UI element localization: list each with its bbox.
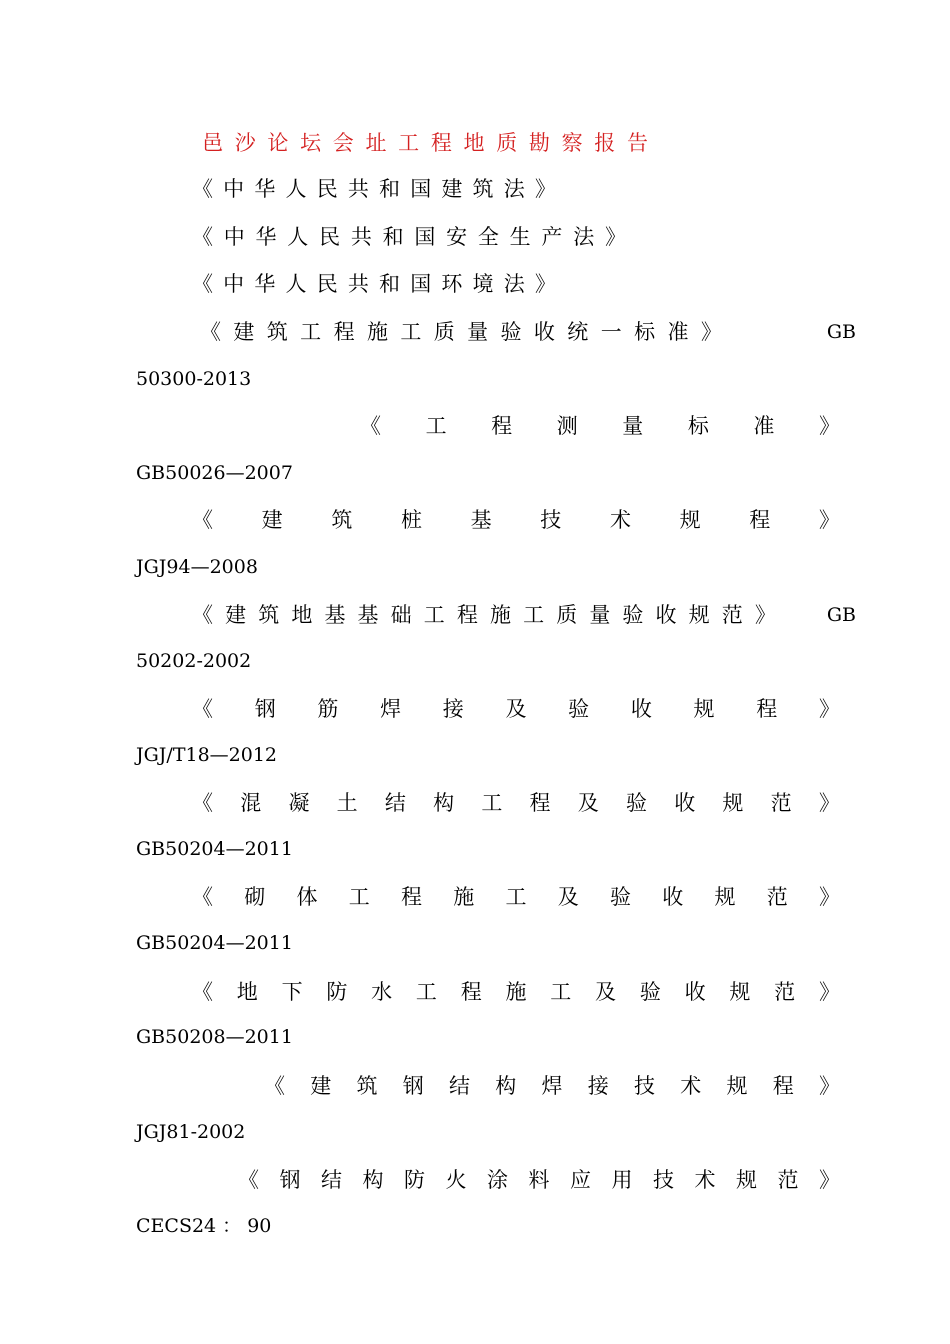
glyph: 华 — [254, 272, 276, 296]
glyph: 工 — [550, 980, 572, 1004]
glyph: 构 — [362, 1168, 384, 1192]
glyph: 境 — [472, 272, 494, 296]
standard-name — [264, 1069, 840, 1103]
law-line — [192, 267, 556, 301]
glyph: 工 — [523, 603, 545, 627]
glyph: 应 — [570, 1168, 591, 1192]
glyph: 地 — [291, 603, 313, 627]
standard-name — [192, 880, 840, 914]
glyph: 生 — [509, 225, 531, 249]
glyph: 验 — [500, 320, 522, 344]
glyph: 接 — [442, 697, 464, 721]
glyph: 中 — [223, 225, 245, 249]
standard-prefix: GB — [826, 321, 856, 343]
glyph: 筑 — [258, 603, 280, 627]
standard-prefix: GB — [826, 604, 856, 626]
glyph: 《 — [192, 791, 213, 815]
glyph: 报 — [594, 131, 616, 155]
standard-name — [192, 692, 840, 726]
glyph: 钢 — [402, 1074, 424, 1098]
standard-code: 50300-2013 — [136, 368, 252, 390]
glyph: 构 — [433, 791, 455, 815]
glyph: 统 — [567, 320, 589, 344]
glyph: 工 — [400, 320, 422, 344]
glyph: 质 — [496, 131, 518, 155]
glyph: 程 — [772, 1074, 794, 1098]
glyph: 量 — [467, 320, 489, 344]
glyph: 》 — [534, 177, 556, 201]
glyph: 和 — [379, 272, 401, 296]
glyph: 《 — [192, 177, 213, 201]
glyph: 技 — [634, 1074, 655, 1098]
glyph: 工 — [398, 131, 420, 155]
glyph: 筑 — [356, 1074, 378, 1098]
glyph: 涂 — [487, 1168, 508, 1192]
glyph: 混 — [240, 791, 262, 815]
glyph: 水 — [371, 980, 393, 1004]
glyph: 火 — [445, 1168, 467, 1192]
glyph: 全 — [477, 225, 499, 249]
glyph: 接 — [587, 1074, 609, 1098]
glyph: 论 — [267, 131, 289, 155]
glyph: 结 — [321, 1168, 342, 1192]
glyph: 》 — [604, 225, 626, 249]
glyph: 量 — [589, 603, 611, 627]
glyph: 防 — [404, 1168, 425, 1192]
glyph: 《 — [360, 414, 381, 438]
glyph: 《 — [192, 272, 213, 296]
glyph: 》 — [819, 885, 840, 909]
glyph: 范 — [774, 980, 796, 1004]
glyph: 筋 — [317, 697, 339, 721]
glyph: 及 — [557, 885, 579, 909]
glyph: 凝 — [288, 791, 310, 815]
glyph: 范 — [777, 1168, 799, 1192]
glyph: 技 — [540, 508, 562, 532]
glyph: 准 — [667, 320, 689, 344]
glyph: 察 — [561, 131, 583, 155]
glyph: 一 — [600, 320, 622, 344]
glyph: 标 — [634, 320, 656, 344]
standard-code: GB50204—2011 — [136, 838, 293, 860]
glyph: 料 — [528, 1168, 550, 1192]
standard-name — [192, 598, 776, 632]
glyph: 收 — [674, 791, 696, 815]
glyph: 用 — [611, 1168, 633, 1192]
standard-code: CECS24 ： 90 — [136, 1215, 272, 1237]
glyph: 共 — [347, 272, 369, 296]
standard-name — [238, 1163, 840, 1197]
glyph: 共 — [350, 225, 372, 249]
glyph: 》 — [818, 414, 840, 438]
glyph: 防 — [326, 980, 348, 1004]
glyph: 基 — [324, 603, 346, 627]
glyph: 筑 — [472, 177, 494, 201]
glyph: 》 — [534, 272, 556, 296]
glyph: 钢 — [254, 697, 276, 721]
glyph: 沙 — [234, 131, 256, 155]
glyph: 建 — [261, 508, 283, 532]
glyph: 》 — [818, 980, 840, 1004]
glyph: 测 — [556, 414, 578, 438]
glyph: 中 — [223, 272, 245, 296]
glyph: 工 — [348, 885, 370, 909]
glyph: 》 — [818, 791, 840, 815]
glyph: 施 — [453, 885, 475, 909]
glyph: 地 — [236, 980, 258, 1004]
glyph: 建 — [233, 320, 255, 344]
glyph: 邑 — [202, 131, 223, 155]
glyph: 验 — [639, 980, 661, 1004]
glyph: 准 — [753, 414, 775, 438]
glyph: 国 — [414, 225, 436, 249]
glyph: 施 — [489, 603, 511, 627]
law-line — [192, 220, 626, 254]
glyph: 质 — [556, 603, 578, 627]
glyph: 工 — [300, 320, 322, 344]
glyph: 收 — [684, 980, 706, 1004]
glyph: 规 — [714, 885, 736, 909]
glyph: 范 — [721, 603, 743, 627]
glyph: 《 — [238, 1168, 259, 1192]
standard-code: GB50204—2011 — [136, 932, 293, 954]
standard-code: JGJ81-2002 — [136, 1121, 246, 1143]
glyph: 民 — [316, 272, 338, 296]
standard-code: JGJ/T18—2012 — [136, 744, 278, 766]
glyph: 收 — [630, 697, 652, 721]
glyph: 及 — [505, 697, 527, 721]
glyph: 规 — [729, 980, 751, 1004]
glyph: 程 — [529, 791, 551, 815]
glyph: 国 — [410, 177, 432, 201]
glyph: 技 — [653, 1168, 674, 1192]
glyph: 民 — [316, 177, 338, 201]
glyph: 桩 — [400, 508, 422, 532]
glyph: 收 — [655, 603, 677, 627]
glyph: 焊 — [380, 697, 402, 721]
glyph: 构 — [495, 1074, 517, 1098]
glyph: 结 — [384, 791, 406, 815]
glyph: 》 — [754, 603, 776, 627]
glyph: 程 — [333, 320, 355, 344]
glyph: 焊 — [541, 1074, 563, 1098]
glyph: 下 — [281, 980, 303, 1004]
glyph: 筑 — [266, 320, 288, 344]
glyph: 《 — [192, 603, 213, 627]
glyph: 勘 — [528, 131, 550, 155]
glyph: 范 — [770, 791, 792, 815]
glyph: 术 — [609, 508, 631, 532]
glyph: 华 — [255, 225, 277, 249]
glyph: 收 — [533, 320, 555, 344]
glyph: 规 — [736, 1168, 757, 1192]
glyph: 工 — [481, 791, 503, 815]
standard-code: GB50208—2011 — [136, 1026, 293, 1048]
glyph: 土 — [336, 791, 358, 815]
glyph: 人 — [287, 225, 309, 249]
glyph: 基 — [470, 508, 492, 532]
glyph: 人 — [285, 272, 307, 296]
glyph: 收 — [662, 885, 684, 909]
glyph: 产 — [541, 225, 563, 249]
glyph: 》 — [818, 508, 840, 532]
glyph: 法 — [573, 225, 595, 249]
glyph: 《 — [200, 320, 221, 344]
glyph: 中 — [223, 177, 245, 201]
glyph: 法 — [503, 272, 525, 296]
standard-name — [200, 315, 722, 349]
glyph: 程 — [430, 131, 452, 155]
standard-name — [192, 503, 840, 537]
glyph: 》 — [819, 1074, 840, 1098]
glyph: 范 — [766, 885, 788, 909]
glyph: 址 — [365, 131, 387, 155]
glyph: 人 — [285, 177, 307, 201]
glyph: 程 — [456, 603, 478, 627]
glyph: 及 — [595, 980, 617, 1004]
glyph: 《 — [192, 508, 213, 532]
glyph: 量 — [622, 414, 644, 438]
glyph: 验 — [610, 885, 631, 909]
glyph: 质 — [433, 320, 455, 344]
glyph: 地 — [463, 131, 485, 155]
glyph: 坛 — [300, 131, 322, 155]
glyph: 《 — [192, 885, 213, 909]
glyph: 》 — [700, 320, 722, 344]
glyph: 验 — [625, 791, 647, 815]
glyph: 规 — [688, 603, 710, 627]
glyph: 工 — [425, 414, 447, 438]
glyph: 标 — [687, 414, 709, 438]
glyph: 筑 — [331, 508, 353, 532]
glyph: 和 — [382, 225, 404, 249]
standard-code: JGJ94—2008 — [136, 556, 258, 578]
glyph: 工 — [505, 885, 527, 909]
glyph: 术 — [694, 1168, 716, 1192]
glyph: 程 — [491, 414, 513, 438]
glyph: 规 — [679, 508, 701, 532]
glyph: 验 — [622, 603, 644, 627]
law-line — [192, 172, 556, 206]
glyph: 建 — [225, 603, 247, 627]
glyph: 《 — [264, 1074, 285, 1098]
glyph: 规 — [726, 1074, 748, 1098]
glyph: 》 — [819, 1168, 840, 1192]
glyph: 础 — [390, 603, 412, 627]
glyph: 规 — [693, 697, 715, 721]
glyph: 《 — [192, 980, 213, 1004]
glyph: 和 — [379, 177, 401, 201]
glyph: 建 — [310, 1074, 332, 1098]
glyph: 法 — [503, 177, 525, 201]
glyph: 程 — [749, 508, 771, 532]
glyph: 工 — [415, 980, 437, 1004]
glyph: 国 — [410, 272, 432, 296]
glyph: 规 — [722, 791, 744, 815]
glyph: 程 — [401, 885, 422, 909]
glyph: 》 — [818, 697, 840, 721]
glyph: 共 — [347, 177, 369, 201]
glyph: 程 — [756, 697, 778, 721]
glyph: 验 — [568, 697, 590, 721]
glyph: 钢 — [279, 1168, 301, 1192]
glyph: 砌 — [244, 885, 266, 909]
glyph: 华 — [254, 177, 276, 201]
glyph: 程 — [460, 980, 482, 1004]
standard-code: GB50026—2007 — [136, 462, 293, 484]
standard-name — [360, 409, 840, 443]
glyph: 基 — [357, 603, 379, 627]
glyph: 施 — [366, 320, 388, 344]
glyph: 及 — [577, 791, 599, 815]
standard-name — [192, 975, 840, 1009]
glyph: 《 — [192, 697, 213, 721]
glyph: 施 — [505, 980, 527, 1004]
standard-code: 50202-2002 — [136, 650, 252, 672]
glyph: 体 — [296, 885, 318, 909]
glyph: 术 — [680, 1074, 702, 1098]
glyph: 会 — [332, 131, 354, 155]
glyph: 工 — [423, 603, 445, 627]
glyph: 民 — [319, 225, 341, 249]
glyph: 《 — [192, 225, 213, 249]
glyph: 安 — [446, 225, 468, 249]
glyph: 告 — [626, 131, 648, 155]
glyph: 结 — [449, 1074, 470, 1098]
glyph: 环 — [441, 272, 463, 296]
standard-name — [192, 786, 840, 820]
document-title — [202, 126, 648, 160]
glyph: 建 — [441, 177, 463, 201]
